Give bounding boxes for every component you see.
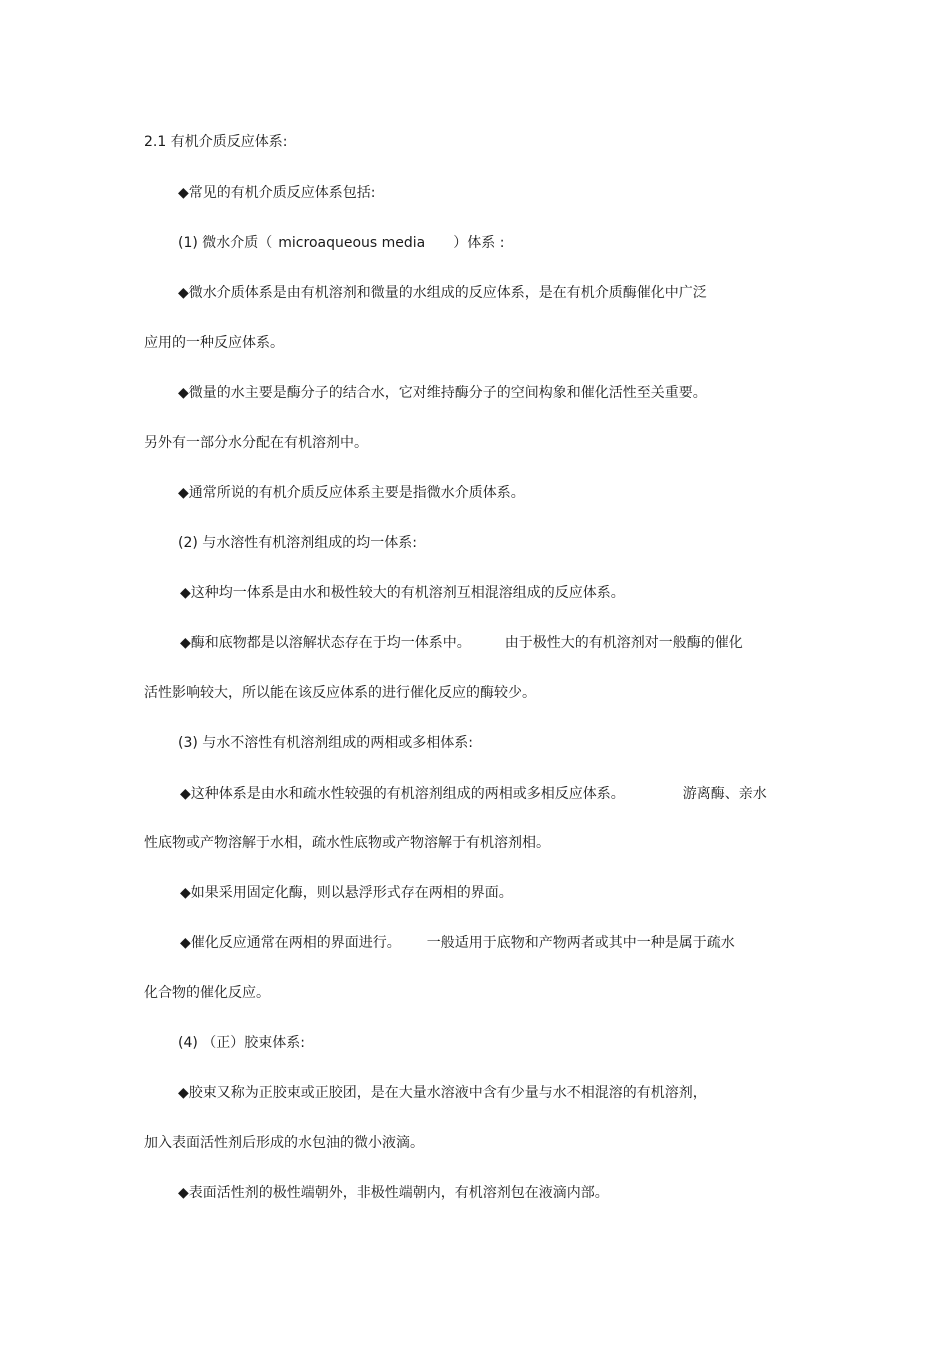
item4-title: (4) （正）胶束体系: (178, 1035, 305, 1051)
item3-paragraph3-part-b: 一般适用于底物和产物两者或其中一种是属于疏水 (426, 935, 735, 951)
item1-paragraph2-line1: ◆微量的水主要是酶分子的结合水，它对维持酶分子的空间构象和催化活性至关重要。 (178, 385, 707, 401)
item3-title: (3) 与水不溶性有机溶剂组成的两相或多相体系: (178, 735, 473, 751)
item1-title-prefix: (1) 微水介质（ (178, 235, 273, 251)
item2-paragraph2-line2: 活性影响较大，所以能在该反应体系的进行催化反应的酶较少。 (144, 685, 536, 701)
item3-paragraph3-line2: 化合物的催化反应。 (144, 985, 270, 1001)
item3-paragraph1-part-a: ◆这种体系是由水和疏水性较强的有机溶剂组成的两相或多相反应体系。 (180, 786, 625, 802)
item3-paragraph1-part-b: 游离酶、亲水 (682, 786, 767, 802)
item2-paragraph2-part-a: ◆酶和底物都是以溶解状态存在于均一体系中。 (180, 635, 471, 651)
item1-title-english: microaqueous media (278, 235, 426, 251)
item1-paragraph1-line1: ◆微水介质体系是由有机溶剂和微量的水组成的反应体系，是在有机介质酶催化中广泛 (178, 285, 707, 301)
item1-paragraph1-line2: 应用的一种反应体系。 (144, 335, 284, 351)
item4-paragraph1-line1: ◆胶束又称为正胶束或正胶团，是在大量水溶液中含有少量与水不相混溶的有机溶剂， (178, 1085, 707, 1101)
item2-paragraph2-line1 (180, 634, 743, 652)
common-systems-intro: ◆常见的有机介质反应体系包括: (178, 185, 376, 201)
item3-paragraph1-line1 (180, 785, 767, 803)
item4-paragraph2: ◆表面活性剂的极性端朝外，非极性端朝内，有机溶剂包在液滴内部。 (178, 1185, 609, 1201)
item2-paragraph1: ◆这种均一体系是由水和极性较大的有机溶剂互相混溶组成的反应体系。 (180, 585, 625, 601)
item4-paragraph1-line2: 加入表面活性剂后形成的水包油的微小液滴。 (144, 1135, 424, 1151)
item1-paragraph3: ◆通常所说的有机介质反应体系主要是指微水介质体系。 (178, 485, 525, 501)
item2-paragraph2-part-b: 由于极性大的有机溶剂对一般酶的催化 (504, 635, 743, 651)
item1-title (178, 234, 504, 252)
item3-paragraph2: ◆如果采用固定化酶，则以悬浮形式存在两相的界面。 (180, 885, 513, 901)
item3-paragraph3-part-a: ◆催化反应通常在两相的界面进行。 (180, 935, 401, 951)
item1-paragraph2-line2: 另外有一部分水分配在有机溶剂中。 (144, 435, 368, 451)
item2-title: (2) 与水溶性有机溶剂组成的均一体系: (178, 535, 417, 551)
item3-paragraph1-line2: 性底物或产物溶解于水相，疏水性底物或产物溶解于有机溶剂相。 (144, 835, 550, 851)
item3-paragraph3-line1 (180, 934, 735, 952)
item1-title-suffix: ）体系 : (453, 235, 505, 251)
section-heading: 2.1 有机介质反应体系: (144, 134, 288, 150)
